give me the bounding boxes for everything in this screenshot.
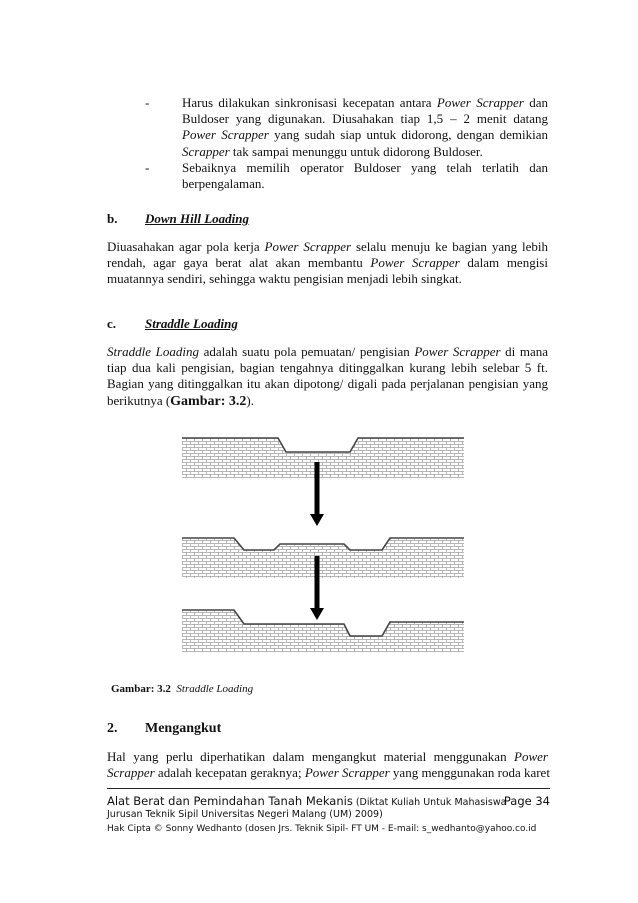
section-c-heading bbox=[107, 316, 407, 332]
page-number: Page 34 bbox=[503, 794, 550, 808]
footer-title: Alat Berat dan Pemindahan Tanah Mekanis bbox=[107, 794, 353, 808]
figure-caption-title: Straddle Loading bbox=[176, 683, 254, 695]
section-b-line-3: muatannya sendiri, sehingga waktu pengisian menjadi lebih singkat. bbox=[107, 271, 462, 287]
ground-profile-1 bbox=[182, 438, 464, 478]
straddle-loading-figure bbox=[178, 432, 470, 654]
ground-profile-2 bbox=[182, 538, 464, 578]
footer-copyright: Hak Cipta © Sonny Wedhanto (dosen Jrs. Teknik Sipil- FT UM - E-mail: s_wedhanto@yahoo.co.id bbox=[107, 824, 537, 834]
section-2-line-1: Hal yang perlu diperhatikan dalam mengangkut material menggunakan Power bbox=[107, 749, 548, 764]
figure-caption bbox=[111, 681, 253, 697]
bullet-dash-1: - bbox=[145, 95, 150, 110]
figure-caption-label: Gambar: 3.2 bbox=[111, 683, 171, 695]
section-2-paragraph bbox=[107, 749, 548, 781]
section-b-number: b. bbox=[107, 211, 118, 226]
section-c-line-4: berikutnya (Gambar: 3.2). bbox=[107, 392, 254, 409]
bullet-text-1 bbox=[182, 95, 548, 160]
section-c-line-2: tiap dua kali pengisian, bagian tengahnya ditinggalkan kurang lebih selebar 5 ft. bbox=[107, 360, 548, 376]
footer-subtitle: (Diktat Kuliah Untuk Mahasiswa bbox=[352, 797, 507, 808]
section-2-line-2: Scrapper adalah kecepatan geraknya; Power Scrapper yang menggunakan roda karet bbox=[107, 765, 550, 781]
section-b-line-2: rendah, agar gaya berat alat akan membantu Power Scrapper dalam mengisi bbox=[107, 255, 548, 271]
section-2-number: 2. bbox=[107, 721, 118, 736]
bullet-1-line-2: Buldoser yang digunakan. Diusahakan tiap 1,5 – 2 menit datang bbox=[182, 111, 548, 127]
bullet-1-line-1: Harus dilakukan sinkronisasi kecepatan antara Power Scrapper dan bbox=[182, 95, 548, 110]
bullet-text-2 bbox=[182, 160, 548, 192]
section-c-title: Straddle Loading bbox=[145, 316, 238, 331]
bullet-2-line-2: berpengalaman. bbox=[182, 176, 265, 192]
footer-institution: Jurusan Teknik Sipil Universitas Negeri Malang (UM) 2009) bbox=[107, 809, 383, 820]
section-c-line-3: Bagian yang ditinggalkan itu akan dipotong/ digali pada perjalanan pengisian yang bbox=[107, 376, 548, 392]
bullet-1-line-3: Power Scrapper yang sudah siap untuk didorong, dengan demikian bbox=[182, 127, 548, 143]
bullet-dash-2: - bbox=[145, 160, 150, 175]
bullet-2-line-1: Sebaiknya memilih operator Buldoser yang telah terlatih dan bbox=[182, 160, 548, 175]
section-c-paragraph bbox=[107, 344, 548, 410]
section-b-heading bbox=[107, 211, 407, 227]
section-b-paragraph bbox=[107, 239, 548, 288]
section-2-title: Mengangkut bbox=[145, 721, 222, 736]
section-2-heading bbox=[107, 721, 407, 737]
section-b-title: Down Hill Loading bbox=[145, 211, 250, 226]
section-c-line-1: Straddle Loading adalah suatu pola pemuatan/ pengisian Power Scrapper di mana bbox=[107, 344, 548, 359]
section-c-number: c. bbox=[107, 316, 117, 331]
ground-profile-3 bbox=[182, 610, 464, 652]
section-b-line-1: Diuasahakan agar pola kerja Power Scrapper selalu menuju ke bagian yang lebih bbox=[107, 239, 548, 254]
bullet-1-line-4: Scrapper tak sampai menunggu untuk didorong Buldoser. bbox=[182, 143, 483, 159]
